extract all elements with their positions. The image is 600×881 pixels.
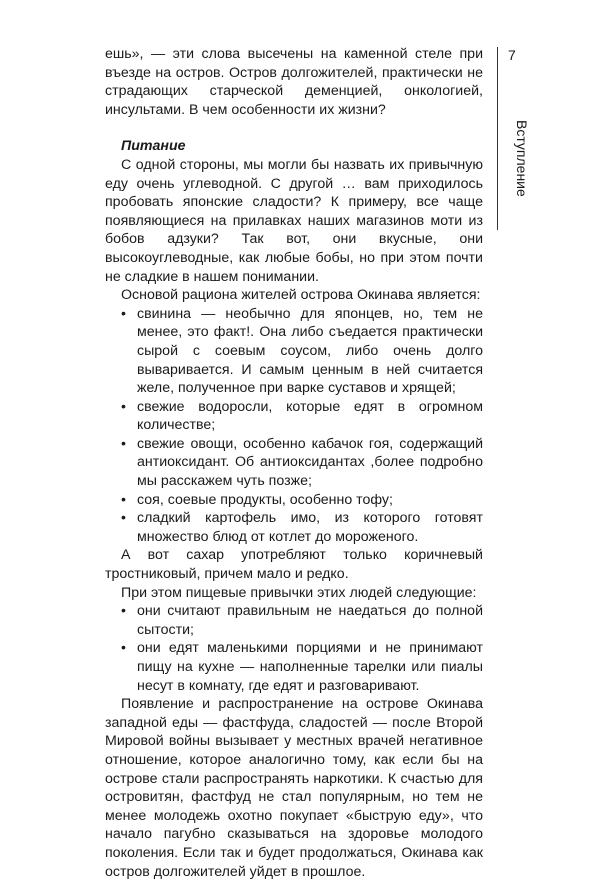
running-head: Вступление (514, 120, 530, 197)
list-item-text: соя, соевые продукты, особенно тофу; (137, 491, 393, 508)
paragraph-sweets: С одной стороны, мы могли бы назвать их привычную еду очень углеводной. С другой … вам приходилось пробовать японские сладости? К примеру, все чаще появляющиеся на прилавках наших магазинов моти из бобов адзуки? Так вот, они вкусные, они высокоуглеводные, как любые бобы, но при этом почти не сладкие в нашем понимании. (105, 156, 483, 285)
paragraph-habits-intro: При этом пищевые привычки этих людей следующие: (121, 584, 477, 601)
paragraph-diet-intro: Основой рациона жителей острова Окинава является: (121, 287, 481, 304)
bullet-icon: • (121, 435, 126, 452)
bullet-icon: • (121, 603, 126, 620)
list-item-text: они считают правильным не наедаться до полной сытости; (137, 603, 483, 638)
habits-list (105, 602, 483, 695)
list-item (105, 509, 483, 546)
paragraph-fastfood: Появление и распространение на острове Окинава западной еды — фастфуда, сладостей — после Второй Мировой войны вызывает у местных врачей негативное отношение, которое аналогично тому, как если бы на острове стали распространять наркотики. К счастью для островитян, фастфуд не стал популярным, но тем не менее молодежь охотно покупает «быструю еду», что начало пагубно сказываться на здоровье молодого поколения. Если так и будет продолжаться, Окинава как остров долгожителей уйдет в прошлое. (105, 696, 483, 880)
bullet-icon: • (121, 305, 126, 322)
margin-rule (497, 47, 498, 230)
list-item (105, 491, 483, 510)
list-item (105, 398, 483, 435)
bullet-icon: • (121, 640, 126, 657)
list-item-text: свинина — необычно для японцев, но, тем не менее, это факт!. Она либо съедается практически сырой с соевым соусом, либо очень долго вываривается. И самым ценным в ней считается желе, полученное при варке суставов и хрящей; (137, 305, 483, 397)
paragraph-sugar: А вот сахар употребляют только коричневый тростниковый, причем мало и редко. (105, 547, 483, 583)
list-item-text: свежие водоросли, которые едят в огромном количестве; (137, 398, 483, 434)
bullet-icon: • (121, 510, 126, 527)
section-heading: Питание (121, 138, 186, 155)
intro-paragraph: ешь», — эти слова высечены на каменной стеле при въезде на остров. Остров долгожителей, практически не страдающих старческой деменцией, онкологией, инсультами. В чем особенности их жизни? (105, 46, 483, 118)
list-item-text: свежие овощи, особенно кабачок гоя, содержащий антиоксидант. Об антиоксидантах ,более подробно мы расскажем чуть позже; (137, 435, 483, 490)
bullet-icon: • (121, 491, 126, 508)
main-text (105, 45, 483, 881)
page-number: 7 (508, 47, 516, 63)
list-item (105, 639, 483, 695)
bullet-icon: • (121, 398, 126, 415)
list-item (105, 305, 483, 398)
list-item-text: они едят маленькими порциями и не принимают пищу на кухне — наполненные тарелки или пиалы несут в комнату, где едят и разговаривают. (137, 640, 483, 694)
list-item (105, 435, 483, 491)
list-item-text: сладкий картофель имо, из которого готовят множество блюд от котлет до мороженого. (137, 510, 483, 545)
list-item (105, 602, 483, 639)
diet-list (105, 305, 483, 547)
